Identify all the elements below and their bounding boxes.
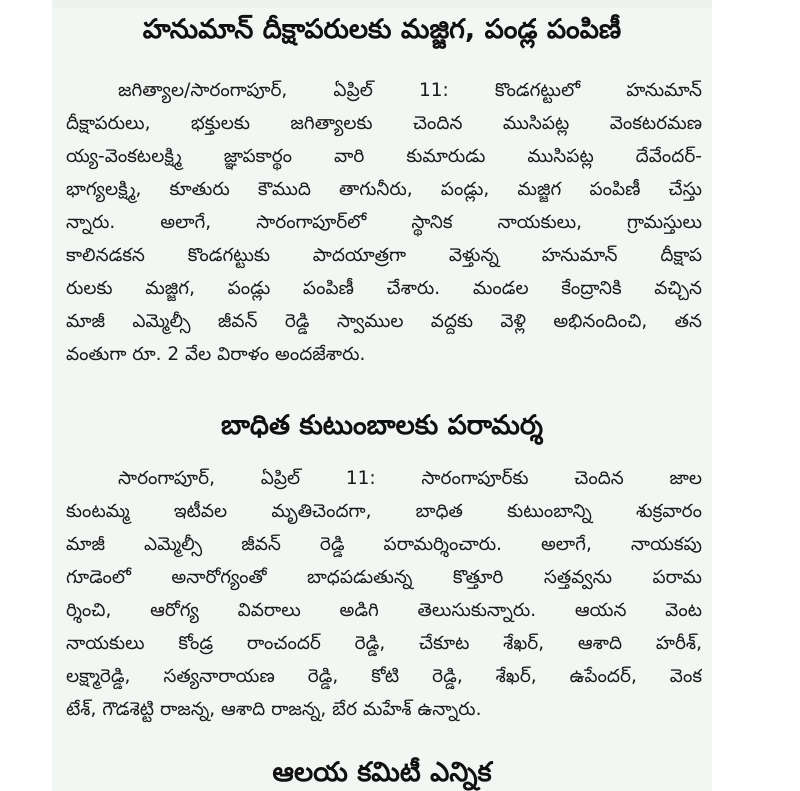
article-1-body <box>66 74 702 371</box>
article-column <box>52 0 712 791</box>
article-1-line: భాగ్యలక్ష్మి, కూతురు కౌముది తాగునీరు, పండ్లు, మజ్జిగ పంపిణీ చేస్తు <box>66 179 702 200</box>
article-1-line: న్నారు. అలాగే, సారంగాపూర్‌లో స్థానిక నాయకులు, గ్రామస్తులు <box>66 212 702 233</box>
article-2-headline: బాధిత కుటుంబాలకు పరామర్శ <box>220 410 544 441</box>
article-2-line: మాజీ ఎమ్మెల్సీ జీవన్ రెడ్డి పరామర్శించారు. అలాగే, నాయకపు <box>66 534 702 555</box>
article-3-headline: ఆలయ కమిటీ ఎన్నిక <box>272 757 492 788</box>
article-1-line: కాలినడకన కొండగట్టుకు పాదయాత్రగా వెళ్తున్న హనుమాన్ దీక్షాప <box>66 245 702 266</box>
cut-off-top-edge <box>52 0 712 8</box>
article-2-line: సారంగాపూర్, ఏప్రిల్ 11: సారంగాపూర్‌కు చెందిన జాల <box>118 468 702 489</box>
article-2-line: నాయకులు కోండ్ర రాంచందర్ రెడ్డి, చేకూట శేఖర్, ఆశాది హరీశ్, <box>66 633 702 654</box>
article-2-line: గూడెంలో అనారోగ్యంతో బాధపడుతున్న కొత్తూరి సత్తవ్వను పరామ <box>66 567 702 588</box>
article-1-line: య్య-వెంకటలక్ష్మి జ్ఞాపకార్థం వారి కుమారుడు ముసిపట్ల దేవేందర్- <box>66 146 702 167</box>
article-1-line: వంతుగా రూ. 2 వేల విరాళం అందజేశారు. <box>66 344 366 365</box>
article-2-line: కుంటమ్మ ఇటీవల మృతిచెందగా, బాధిత కుటుంబాన్ని శుక్రవారం <box>66 501 702 522</box>
article-2-line: లక్ష్మారెడ్డి, సత్యనారాయణ రెడ్డి, కోటి రెడ్డి, శేఖర్, ఉపేందర్, వెంక <box>66 666 702 687</box>
article-2-line: ర్శించి, ఆరోగ్య వివరాలు అడిగి తెలుసుకున్నారు. ఆయన వెంట <box>66 600 702 621</box>
article-1-line: దీక్షాపరులు, భక్తులకు జగిత్యాలకు చెందిన ముసిపట్ల వెంకటరమణ <box>66 113 702 134</box>
article-1-line: రులకు మజ్జిగ, పండ్లు పంపిణీ చేశారు. మండల కేంద్రానికి వచ్చిన <box>66 278 702 299</box>
article-2-body <box>66 462 702 726</box>
article-2-line: టేశ్, గౌడశెట్టి రాజన్న, ఆశాది రాజన్న, బేర మహేశ్ ఉన్నారు. <box>66 699 482 720</box>
article-1-line: జగిత్యాల/సారంగాపూర్, ఏప్రిల్ 11: కొండగట్టులో హనుమాన్ <box>118 80 702 101</box>
article-1-headline: హనుమాన్ దీక్షాపరులకు మజ్జిగ, పండ్ల పంపిణీ <box>142 14 622 45</box>
article-1-line: మాజీ ఎమ్మెల్సీ జీవన్ రెడ్డి స్వాముల వద్దకు వెళ్లి అభినందించి, తన <box>66 311 702 332</box>
